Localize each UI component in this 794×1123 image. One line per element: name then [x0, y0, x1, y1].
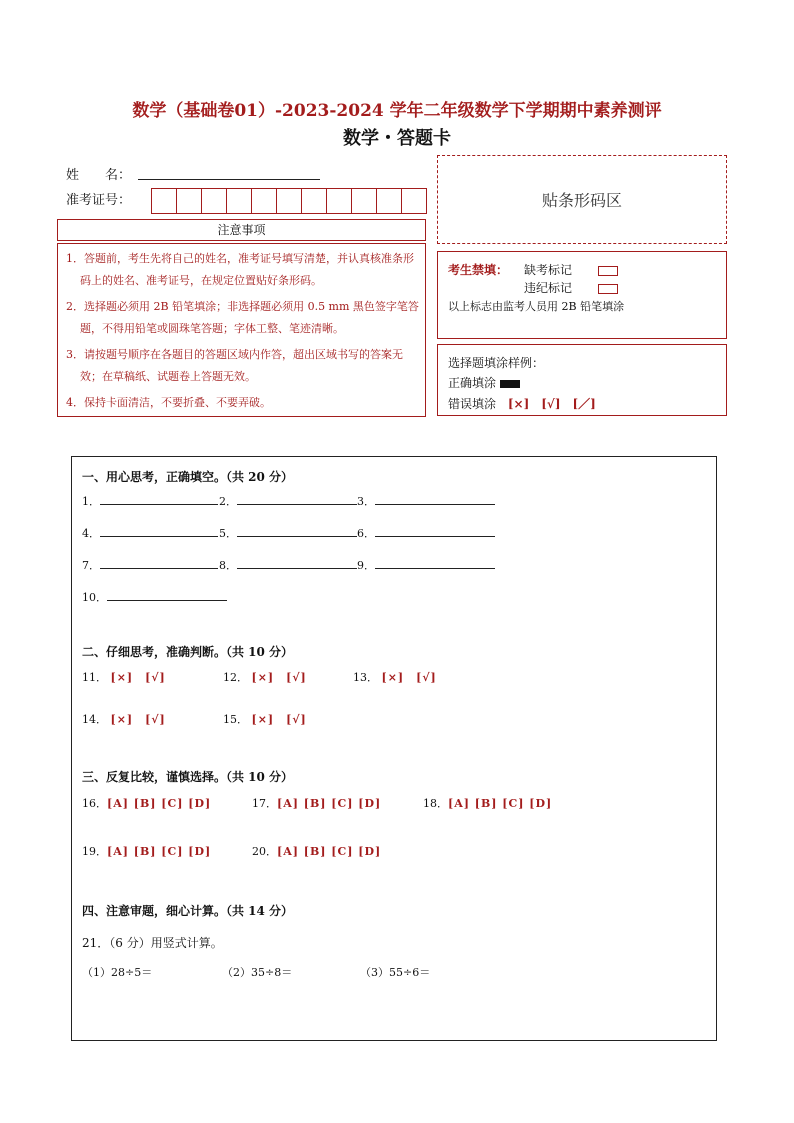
answer-blank[interactable] [375, 503, 495, 505]
fill-question-3: 3． [357, 493, 495, 509]
answer-blank[interactable] [100, 567, 218, 569]
judge-question-13: 13． [×] [√] [353, 671, 437, 684]
judge-options[interactable]: [×] [√] [110, 713, 166, 726]
choice-question-20: 20．[A] [B] [C] [D] [252, 845, 382, 858]
choice-options[interactable]: [A] [B] [C] [D] [107, 797, 212, 810]
id-digit-box[interactable] [351, 188, 377, 214]
violation-mark-row [524, 279, 618, 296]
id-digit-box[interactable] [176, 188, 202, 214]
notice-item: 4．保持卡面清洁，不要折叠、不要弄破。 [66, 396, 271, 409]
absent-mark-row [524, 261, 618, 278]
page-title: 数学（基础卷01）-2023-2024 学年二年级数学下学期期中素养测评 [132, 101, 662, 121]
choice-question-18: 18．[A] [B] [C] [D] [423, 797, 553, 810]
judge-options[interactable]: [×] [√] [251, 671, 307, 684]
choice-options[interactable]: [A] [B] [C] [D] [448, 797, 553, 810]
choice-options[interactable]: [A] [B] [C] [D] [277, 797, 382, 810]
violation-checkbox[interactable] [598, 284, 618, 294]
section-3-title: 三、反复比较，谨慎选择。（共 10 分） [82, 770, 294, 784]
judge-question-12: 12． [×] [√] [223, 671, 307, 684]
id-digit-box[interactable] [276, 188, 302, 214]
choice-options[interactable]: [A] [B] [C] [D] [277, 845, 382, 858]
notice-item: 2．选择题必须用 2B 铅笔填涂；非选择题必须用 0.5 mm 黑色签字笔答题，不得用铅笔或圆珠笔答题；字体工整、笔迹清晰。 [66, 300, 419, 335]
answer-blank[interactable] [375, 567, 495, 569]
id-digit-box[interactable] [376, 188, 402, 214]
id-digit-box[interactable] [201, 188, 227, 214]
forbidden-box [437, 251, 727, 339]
id-label: 准考证号： [66, 193, 132, 208]
correct-label: 正确填涂 [448, 376, 497, 390]
answer-blank[interactable] [237, 503, 357, 505]
judge-options[interactable]: [×] [√] [251, 713, 307, 726]
section-2-title: 二、仔细思考，准确判断。（共 10 分） [82, 645, 294, 659]
fill-question-7: 7． [82, 557, 218, 573]
id-digit-box[interactable] [326, 188, 352, 214]
answer-blank[interactable] [375, 535, 495, 537]
id-number-boxes[interactable] [151, 188, 426, 212]
choice-question-16: 16．[A] [B] [C] [D] [82, 797, 212, 810]
forbidden-note: 以上标志由监考人员用 2B 铅笔填涂 [448, 300, 625, 313]
section-4-title: 四、注意审题，细心计算。（共 14 分） [82, 904, 294, 918]
fill-question-10: 10． [82, 589, 227, 605]
fill-question-8: 8． [219, 557, 357, 573]
wrong-sample-row [448, 395, 596, 412]
answer-blank[interactable] [100, 503, 218, 505]
id-digit-box[interactable] [301, 188, 327, 214]
answer-area [71, 456, 717, 1041]
fill-question-2: 2． [219, 493, 357, 509]
judge-question-14: 14． [×] [√] [82, 713, 166, 726]
judge-question-11: 11． [×] [√] [82, 671, 166, 684]
question-21-prompt: 21．（6 分）用竖式计算。 [82, 936, 223, 950]
id-digit-box[interactable] [151, 188, 177, 214]
judge-question-15: 15． [×] [√] [223, 713, 307, 726]
filled-mark-icon [500, 380, 520, 388]
wrong-marks: [×] [√] [／] [507, 397, 596, 411]
answer-blank[interactable] [107, 599, 227, 601]
forbidden-label: 考生禁填： [448, 263, 509, 277]
notice-title: 注意事项 [57, 219, 426, 241]
correct-sample-row [448, 374, 520, 391]
name-label: 姓 名： [66, 168, 132, 183]
id-digit-box[interactable] [226, 188, 252, 214]
fill-sample-box [437, 344, 727, 416]
choice-options[interactable]: [A] [B] [C] [D] [107, 845, 212, 858]
choice-question-19: 19．[A] [B] [C] [D] [82, 845, 212, 858]
calc-1: （1）28÷5＝ [82, 966, 153, 979]
judge-options[interactable]: [×] [√] [381, 671, 437, 684]
calc-2: （2）35÷8＝ [222, 966, 293, 979]
id-digit-box[interactable] [401, 188, 427, 214]
violation-label: 违纪标记 [524, 281, 573, 295]
wrong-label: 错误填涂 [448, 397, 497, 411]
fill-question-4: 4． [82, 525, 218, 541]
notice-list [57, 243, 426, 417]
barcode-area: 贴条形码区 [437, 155, 727, 244]
absent-label: 缺考标记 [524, 263, 573, 277]
judge-options[interactable]: [×] [√] [110, 671, 166, 684]
fill-question-9: 9． [357, 557, 495, 573]
calc-3: （3）55÷6＝ [360, 966, 431, 979]
notice-item: 3．请按题号顺序在各题目的答题区域内作答，超出区域书写的答案无效；在草稿纸、试题卷上答题无效。 [66, 348, 403, 383]
section-1-title: 一、用心思考，正确填空。（共 20 分） [82, 470, 294, 484]
page-subtitle: 数学・答题卡 [343, 128, 451, 149]
answer-blank[interactable] [237, 535, 357, 537]
fill-question-1: 1． [82, 493, 218, 509]
sample-title: 选择题填涂样例： [448, 356, 545, 370]
answer-blank[interactable] [237, 567, 357, 569]
fill-question-5: 5． [219, 525, 357, 541]
fill-question-6: 6． [357, 525, 495, 541]
absent-checkbox[interactable] [598, 266, 618, 276]
id-digit-box[interactable] [251, 188, 277, 214]
notice-item: 1．答题前，考生先将自己的姓名，准考证号填写清楚，并认真核准条形码上的姓名、准考证号，在规定位置贴好条形码。 [66, 252, 414, 287]
choice-question-17: 17．[A] [B] [C] [D] [252, 797, 382, 810]
answer-blank[interactable] [100, 535, 218, 537]
name-field[interactable] [138, 178, 320, 180]
